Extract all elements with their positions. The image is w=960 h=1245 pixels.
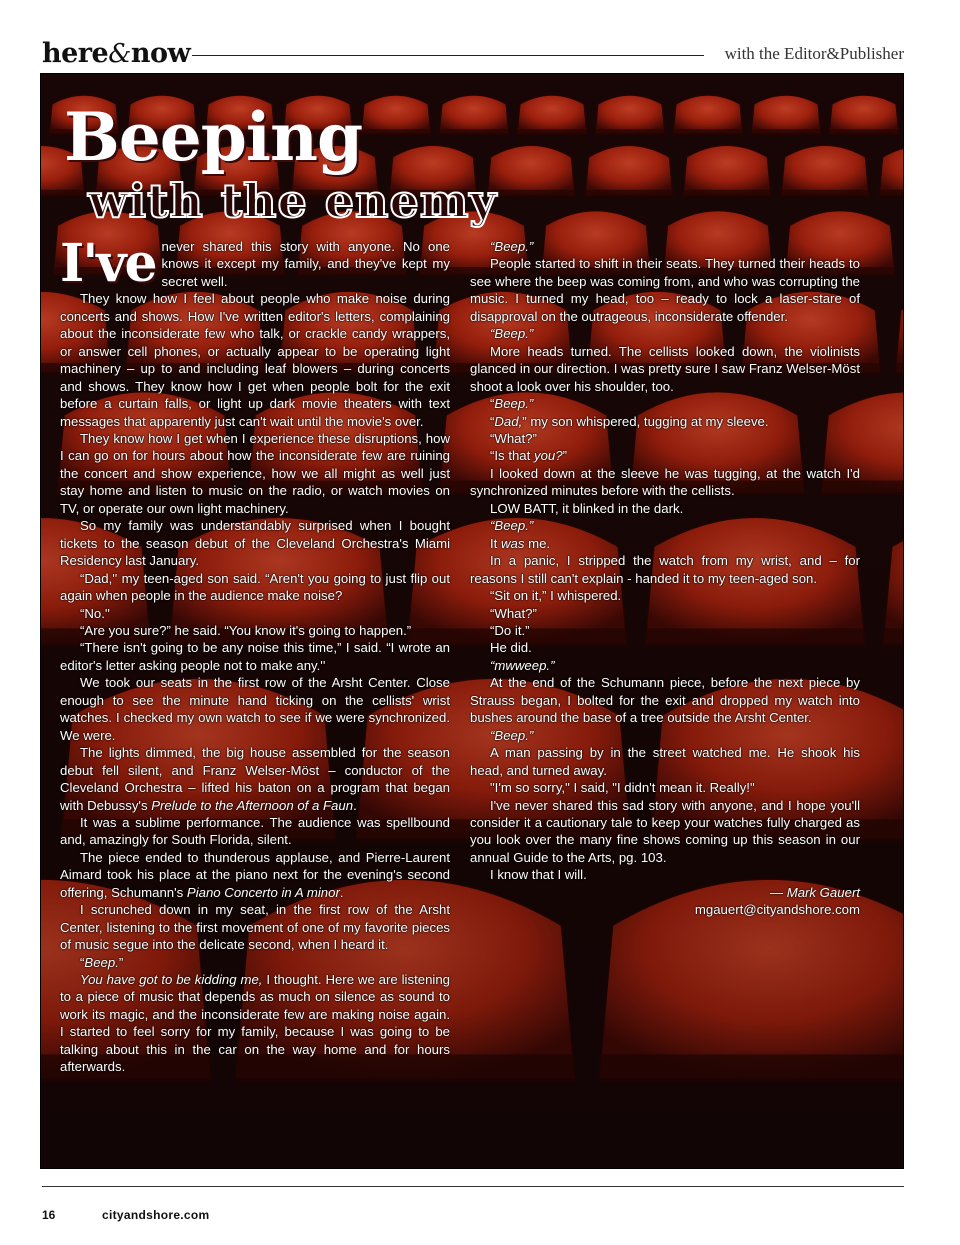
article-paragraph: “Beep.” <box>490 727 534 743</box>
article-paragraph: “There isn't going to be any noise this time,” I said. “I wrote an editor's letter asking people not to make any.'' <box>60 640 450 673</box>
page-number: 16 <box>42 1208 56 1222</box>
brand-ampersand: & <box>108 39 131 69</box>
article-paragraph: “Dad,'' my teen-aged son said. “Aren't you going to just flip out again when people in the audience make noise? <box>60 570 450 604</box>
article-paragraph: “Is that you?” <box>490 448 567 464</box>
article-paragraph: People started to shift in their seats. They turned their heads to see where the beep was coming from, and who was corrupting the music. I turned my head, too – ready to lock a laser-stare of disapproval on the outrageous, inconsiderate offender. <box>470 256 860 324</box>
article-paragraph: A man passing by in the street watched me. He shook his head, and turned away. <box>470 745 860 778</box>
article-paragraph: “mwweep.” <box>490 657 555 673</box>
article-paragraph: So my family was understandably surprised when I bought tickets to the season debut of the Cleveland Orchestra's Miami Residency last January. <box>60 518 450 569</box>
article-title: Beeping <box>64 98 363 176</box>
article-paragraph: He did. <box>490 640 532 656</box>
article-paragraph: “Beep.” <box>490 396 534 412</box>
brand-now: now <box>130 38 191 69</box>
article-paragraph: We took our seats in the first row of the Arsht Center. Close enough to see the minute hand ticking on the cellists' wrist watches. I checked my own watch to see if we were synchronized. We were. <box>60 675 450 743</box>
article-paragraph: “Dad,” my son whispered, tugging at my sleeve. <box>490 413 769 429</box>
article-column-1 <box>60 233 451 1076</box>
footer-rule <box>42 1186 904 1187</box>
article-paragraph: I've never shared this sad story with anyone, and I hope you'll consider it a cautionary tale to keep your watches fully charged as you look over the many fine shows coming up this season in our annual Guide to the Arts, pg. 103. <box>470 797 860 865</box>
article-paragraph: It was a sublime performance. The audience was spellbound and, amazingly for South Florida, silent. <box>60 814 450 848</box>
article-paragraph: “Do it.” <box>490 622 530 638</box>
header-tagline: with the Editor&Publisher <box>724 44 904 63</box>
signature: — Mark Gauert <box>769 884 860 900</box>
article-paragraph: never shared this story with anyone. No one knows it except my family, and they've kept my secret well. <box>161 239 450 289</box>
article-paragraph: “Beep.” <box>490 518 534 534</box>
article-paragraph: “Beep.” <box>490 239 534 254</box>
article-paragraph: It was me. <box>490 535 551 551</box>
article-paragraph: The lights dimmed, the big house assembled for the season debut fell silent, and Franz Welser-Möst – conductor of the Cleveland Orchestra – lifted his baton on a program that began with Debussy's Prelude to the Afternoon of a Faun. <box>60 745 450 813</box>
article-paragraph: “Beep.” <box>490 326 534 342</box>
article-paragraph: “What?” <box>490 605 537 621</box>
article-paragraph: You have got to be kidding me, I thought. Here we are listening to a piece of music that depends as much on silence as sound to work its magic, and the inconsiderate few are making noise again. I started to feel sorry for my family, because I was going to be talking about this in the car on the way home and for hours afterwards. <box>60 972 451 1075</box>
header-rule <box>192 55 704 56</box>
article-paragraph: At the end of the Schumann piece, before the next piece by Strauss began, I bolted for the exit and dropped my watch into bushes around the base of a tree outside the Arsht Center. <box>470 675 860 726</box>
article-paragraph: More heads turned. The cellists looked down, the violinists glanced in our direction. I was pretty sure I saw Franz Welser-Möst shoot a look over his shoulder, too. <box>470 343 860 394</box>
section-brand <box>42 38 190 69</box>
article-paragraph: “What?” <box>490 430 537 446</box>
page-header <box>42 36 904 72</box>
site-url[interactable]: cityandshore.com <box>102 1208 210 1222</box>
article-paragraph: “Are you sure?” he said. “You know it's going to happen.” <box>80 622 412 638</box>
article-column-2 <box>470 238 860 919</box>
article-paragraph: In a panic, I stripped the watch from my wrist, and – for reasons I still can't explain - handed it to my teen-aged son. <box>470 553 860 586</box>
article-paragraph: They know how I feel about people who make noise during concerts and shows. How I've written editor's letters, complaining about the inconsiderate few who talk, or crackle candy wrappers, or answer cell phones, or actually appear to be operating light machinery – up to and including leaf blowers – during concerts and shows. They know how I get when people bolt for the exit before a curtain falls, or light up dark movie theaters with text messages that apparently just can't wait until the movie's over. <box>60 291 450 429</box>
article-paragraph: LOW BATT, it blinked in the dark. <box>490 500 684 516</box>
article-paragraph: They know how I get when I experience these disruptions, how I can go on for hours about how the inconsiderate few are ruining the concert and show experience, how we all might as well just stay home and listen to music on the radio, or watch movies on TV, or operate our own light machinery. <box>60 430 450 516</box>
drop-cap: I've <box>60 233 156 294</box>
article-paragraph: "I'm so sorry," I said, "I didn't mean it. Really!" <box>490 780 755 796</box>
article-paragraph: “Sit on it,” I whispered. <box>490 588 622 604</box>
brand-here: here <box>42 38 109 69</box>
article-paragraph: “Beep.” <box>80 954 124 970</box>
article-subtitle: with the enemy <box>88 174 498 228</box>
article-paragraph: I looked down at the sleeve he was tugging, at the watch I'd synchronized minutes before with the cellists. <box>470 465 860 499</box>
article-paragraph: The piece ended to thunderous applause, and Pierre-Laurent Aimard took his place at the piano next for the evening's second offering, Schumann's Piano Concerto in A minor. <box>60 849 450 900</box>
article-paragraph: I know that I will. <box>490 867 587 883</box>
article-paragraph: “No.'' <box>80 605 110 621</box>
article-paragraph: I scrunched down in my seat, in the first row of the Arsht Center, listening to the first movement of one of my favorite pieces of music segue into the delicate second, when I heard it. <box>60 902 450 953</box>
author-email[interactable]: mgauert@cityandshore.com <box>694 902 860 918</box>
